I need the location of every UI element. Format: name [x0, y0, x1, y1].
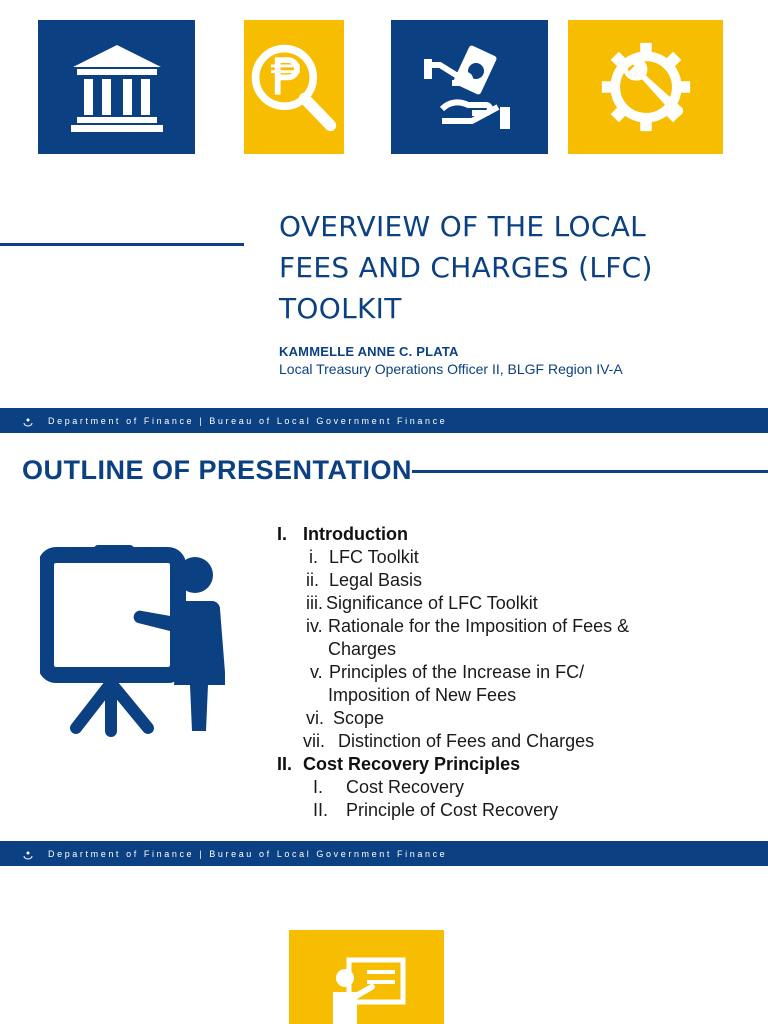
list-item: iii. Significance of LFC Toolkit — [306, 593, 538, 613]
gear-wrench-tile — [568, 20, 723, 154]
outline-title: OUTLINE OF PRESENTATION — [22, 455, 413, 485]
money-hand-icon — [420, 37, 520, 137]
outline-section: II. Cost Recovery Principles — [277, 754, 521, 774]
outline-list — [277, 523, 747, 822]
list-item: i. LFC Toolkit — [309, 547, 419, 567]
government-building-tile — [38, 20, 195, 154]
list-item: vii. Distinction of Fees and Charges — [303, 731, 595, 751]
list-item: iv. Rationale for the Imposition of Fees & — [306, 616, 630, 636]
outline-accent-line — [412, 470, 768, 473]
presenter-name: KAMMELLE ANNE C. PLATA — [279, 344, 459, 359]
peso-magnifier-icon — [246, 39, 342, 135]
outline-section: I. Introduction — [277, 524, 408, 544]
list-item-continuation: Charges — [328, 639, 397, 659]
presenter-position: Local Treasury Operations Officer II, BLGF Region IV-A — [279, 361, 623, 377]
gear-wrench-icon — [598, 39, 694, 135]
seal-icon — [22, 848, 34, 860]
title-accent-line — [0, 243, 244, 246]
seal-icon — [22, 415, 34, 427]
presentation-tile — [289, 930, 444, 1024]
money-hand-tile — [391, 20, 548, 154]
list-item: v. Principles of the Increase in FC/ — [310, 662, 585, 682]
footer-text: Department of Finance | Bureau of Local Government Finance — [48, 415, 448, 426]
list-item: II. Principle of Cost Recovery — [313, 800, 559, 820]
list-item: vi. Scope — [306, 708, 385, 728]
presentation-title: OVERVIEW OF THE LOCAL FEES AND CHARGES (LFC) TOOLKIT — [279, 210, 653, 325]
footer-bar — [0, 408, 768, 433]
presenter-board-icon — [40, 543, 225, 738]
list-item: ii. Legal Basis — [306, 570, 423, 590]
presenter-board-icon — [327, 956, 407, 1024]
government-building-icon — [67, 37, 167, 137]
list-item-continuation: Imposition of New Fees — [328, 685, 517, 705]
footer-bar — [0, 841, 768, 866]
footer-text: Department of Finance | Bureau of Local Government Finance — [48, 848, 448, 859]
peso-magnifier-tile — [244, 20, 344, 154]
list-item: I. Cost Recovery — [313, 777, 465, 797]
